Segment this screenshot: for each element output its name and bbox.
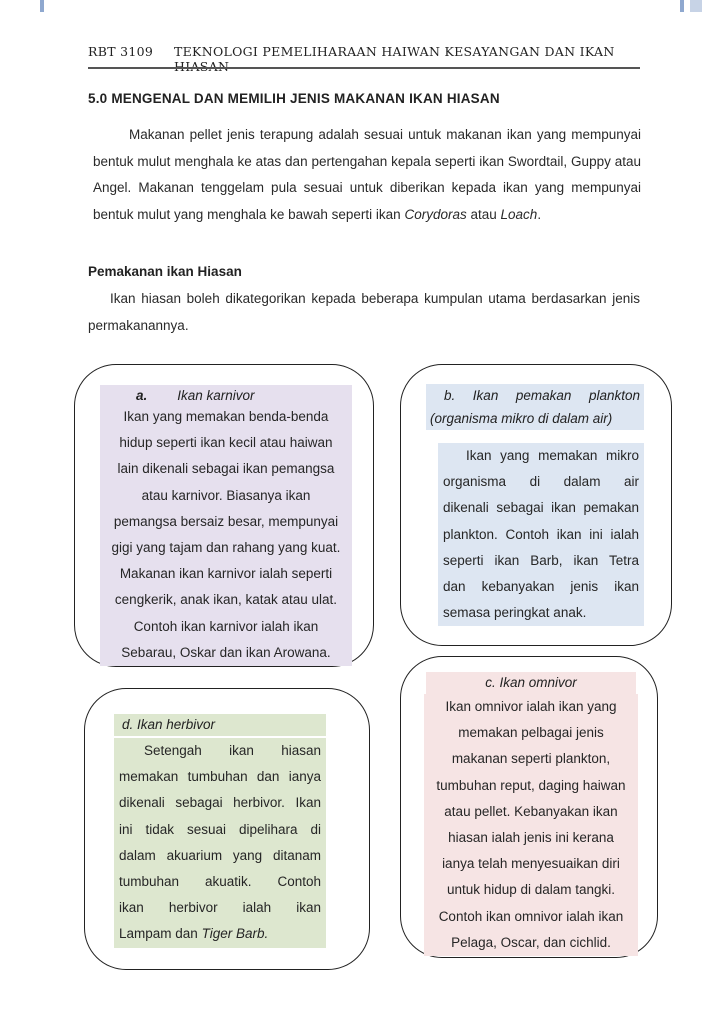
text-line: memakan tumbuhan dan ianya xyxy=(114,764,326,790)
text-line: organisma di dalam air xyxy=(438,469,644,495)
text-line: dikenali sebagai ikan pemakan xyxy=(438,495,644,521)
text-line: Ikan yang memakan benda-benda xyxy=(100,404,352,430)
section-title: 5.0 MENGENAL DAN MEMILIH JENIS MAKANAN IKAN HIASAN xyxy=(88,91,500,106)
left-margin-bar xyxy=(40,0,44,12)
text-line: memakan pelbagai jenis xyxy=(424,720,638,746)
text-line: tumbuhan reput, daging haiwan xyxy=(424,773,638,799)
text-line: ini tidak sesuai dipelihara di xyxy=(114,817,326,843)
text-line: Ikan yang memakan mikro xyxy=(438,443,644,469)
text-line: seperti ikan Barb, ikan Tetra xyxy=(438,548,644,574)
text-line: ianya telah menyesuaikan diri xyxy=(424,851,638,877)
text-line: hidup seperti ikan kecil atau haiwan xyxy=(100,430,352,456)
text-line: dikenali sebagai herbivor. Ikan xyxy=(114,790,326,816)
herbivore-text xyxy=(114,738,326,948)
text-line: Makanan ikan karnivor ialah seperti xyxy=(100,561,352,587)
text-line: dalam akuarium yang ditanam xyxy=(114,843,326,869)
plankton-heading: b. Ikan pemakan plankton (organisma mikro di dalam air) xyxy=(426,384,644,430)
text-line: Setengah ikan hiasan xyxy=(114,738,326,764)
text-line: semasa peringkat anak. xyxy=(438,600,644,626)
text-line: pemangsa bersaiz besar, mempunyai xyxy=(100,509,352,535)
course-title: TEKNOLOGI PEMELIHARAAN HAIWAN KESAYANGAN DAN IKAN HIASAN xyxy=(174,44,615,74)
text-line: Lampam dan Tiger Barb. xyxy=(114,921,326,947)
text-line: Pelaga, Oscar, dan cichlid. xyxy=(424,930,638,956)
corner-block xyxy=(690,0,702,12)
fish-name-loach: Loach xyxy=(500,206,538,222)
text-line: gigi yang tajam dan rahang yang kuat. xyxy=(100,535,352,561)
carnivore-text xyxy=(100,404,352,666)
herbivore-heading: d. Ikan herbivor xyxy=(114,714,326,736)
text-line: Contoh ikan karnivor ialah ikan xyxy=(100,614,352,640)
header-divider xyxy=(88,67,640,69)
plankton-text xyxy=(438,443,644,626)
right-margin-bar xyxy=(680,0,684,12)
fish-name-corydoras: Corydoras xyxy=(404,206,467,222)
text-line: Ikan omnivor ialah ikan yang xyxy=(424,694,638,720)
omnivore-text xyxy=(424,694,638,956)
text-line: Contoh ikan omnivor ialah ikan xyxy=(424,904,638,930)
course-code: RBT 3109 xyxy=(88,44,154,59)
text-line: hiasan ialah jenis ini kerana xyxy=(424,825,638,851)
feeding-intro: Ikan hiasan boleh dikategorikan kepada beberapa kumpulan utama berdasarkan jenis permakanannya. xyxy=(88,291,640,333)
text-line: ikan herbivor ialah ikan xyxy=(114,895,326,921)
text-line: cengkerik, anak ikan, katak atau ulat. xyxy=(100,587,352,613)
omnivore-heading: c. Ikan omnivor xyxy=(426,672,636,694)
subsection-title: Pemakanan ikan Hiasan xyxy=(88,264,242,279)
text-line: Sebarau, Oskar dan ikan Arowana. xyxy=(100,640,352,666)
text-line: makanan seperti plankton, xyxy=(424,746,638,772)
carnivore-heading: a. Ikan karnivor xyxy=(100,385,352,407)
page-header xyxy=(88,44,640,74)
text-line: lain dikenali sebagai ikan pemangsa xyxy=(100,456,352,482)
fish-name-tiger-barb: Tiger Barb. xyxy=(201,926,269,942)
intro-paragraph: Makanan pellet jenis terapung adalah sesuai untuk makanan ikan yang mempunyai bentuk mulut menghala ke atas dan pertengahan kepala seperti ikan Swordtail, Guppy atau Angel. Makanan tenggelam pula sesuai untuk diberikan kepada ikan yang mempunyai bentuk mulut yang menghala ke bawah seperti ikan Corydoras atau Loach. xyxy=(93,127,641,222)
text-line: tumbuhan akuatik. Contoh xyxy=(114,869,326,895)
text-line: atau karnivor. Biasanya ikan xyxy=(100,483,352,509)
paragraph-text: Makanan pellet jenis terapung adalah sesuai untuk makanan ikan yang mempunyai bentuk mulut menghala ke atas dan pertengahan kepala seperti ikan Swordtail, Guppy atau Angel. Makanan tenggelam pula sesuai untuk diberikan kepada ikan yang mempunyai bentuk mulut yang menghala ke bawah seperti ikan xyxy=(93,127,641,222)
text-line: atau pellet. Kebanyakan ikan xyxy=(424,799,638,825)
page-top-edge xyxy=(0,0,728,12)
text-line: dan kebanyakan jenis ikan xyxy=(438,574,644,600)
text-line: untuk hidup di dalam tangki. xyxy=(424,877,638,903)
text-line: plankton. Contoh ikan ini ialah xyxy=(438,522,644,548)
